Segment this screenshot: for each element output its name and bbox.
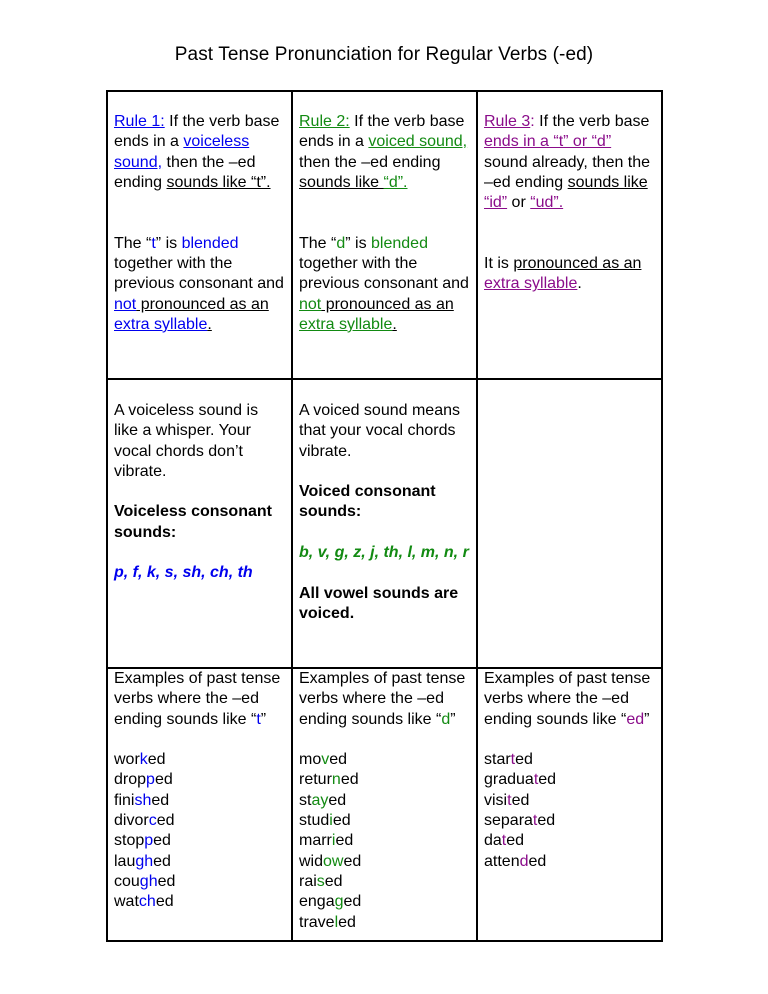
rule-3-text-2: sound already, then the –ed ending [484,153,651,191]
word-part: star [484,751,511,769]
examples-ed-letters: ed [626,710,645,728]
rule-2-blended: blended [371,234,428,252]
word-part: ed [340,771,359,789]
rule-1-para-text-2: ” is [155,234,182,252]
rule-2-label: Rule 2: [299,113,350,130]
rule-1-extra-syllable: extra syllable [114,315,208,333]
highlighted-sound: ay [311,791,329,809]
rule-1-pronounced: pronounced as an [136,295,269,313]
example-word [299,852,470,872]
highlighted-sound: p [146,771,155,789]
rule-2-para-text: The “ [299,234,337,252]
example-word [114,770,285,790]
rule-3-label: Rule 3 [484,113,531,130]
rule-3-colon: : [530,113,535,130]
word-part: atten [484,852,520,870]
rule-2-para-text-2: ” is [345,234,372,252]
word-part: ed [335,832,354,850]
highlighted-sound: s [316,872,325,890]
word-part: mo [299,751,322,769]
examples-d-letter: d [441,710,451,728]
highlighted-sound: i [331,832,336,850]
example-word [484,750,655,770]
word-part: ed [157,872,176,890]
voiceless-info-cell [107,379,292,668]
voiceless-sound-term: voiceless sound, [114,133,250,171]
example-word [114,872,285,892]
examples-ed-cell [477,668,662,941]
rule-3-cell [477,91,662,379]
word-part: fini [114,791,135,809]
example-word [484,791,655,811]
highlighted-sound: t [501,832,507,850]
example-word [114,811,285,831]
example-word [484,831,655,851]
example-word [299,811,470,831]
word-part: ed [324,872,343,890]
rule-1-period: . [207,315,212,333]
highlighted-sound: sh [134,791,152,809]
example-word [299,791,470,811]
word-part: separa [484,812,533,830]
highlighted-sound: k [139,751,148,769]
word-part: wat [114,893,139,911]
rule-2-not: not [299,295,322,313]
rule-3-text: If the verb base [534,113,650,130]
voiced-sounds-list: b, v, g, z, j, th, l, m, n, r [299,544,469,562]
rule-2-extra-syllable: extra syllable [299,315,393,333]
rules-table [106,90,663,942]
word-part: ed [528,852,547,870]
highlighted-sound: d [519,852,529,870]
page-title: Past Tense Pronunciation for Regular Verbs (-ed) [174,44,594,65]
examples-ed-list [484,750,655,872]
example-word [299,770,470,790]
word-part: ed [154,771,173,789]
word-part: st [299,791,312,809]
highlighted-sound: t [507,791,512,809]
word-part: ed [329,751,348,769]
rule-3-ends-in: ends in a “t” or “d” [484,133,612,151]
examples-ed-intro-text: Examples of past tense verbs where the –ed ending sounds like “ [484,670,651,728]
sounds-row [107,379,662,668]
vowel-sounds-note: All vowel sounds are voiced. [299,584,459,622]
voiced-info-cell [292,379,477,668]
voiced-description: A voiced sound means that your vocal chords vibrate. [299,402,460,460]
rule-2-cell [292,91,477,379]
word-part: ed [151,791,170,809]
examples-d-intro-text: Examples of past tense verbs where the –ed ending sounds like “ [299,670,466,728]
highlighted-sound: gh [139,872,158,890]
word-part: visi [484,791,508,809]
word-part: marr [299,832,332,850]
highlighted-sound: p [144,832,154,850]
highlighted-sound: l [334,913,339,931]
rule-1-t-letter: t [151,234,156,252]
voiceless-description: A voiceless sound is like a whisper. Your vocal chords don’t vibrate. [114,402,259,480]
rule-2-d-letter: d [336,234,346,252]
example-word [484,811,655,831]
word-part: ed [338,913,356,931]
rules-row [107,91,662,379]
rule-3-id: “id” [484,194,508,212]
highlighted-sound: t [532,812,538,830]
voiced-sound-term: voiced sound, [368,133,468,151]
rule-1-blended: blended [181,234,239,252]
examples-ed-quote: ” [644,710,650,728]
rule-1-cell [107,91,292,379]
rule-3-or: or [507,194,531,212]
rule-2-d-quote: “d”. [383,173,408,191]
rule-2-para-text-3: together with the previous consonant and [299,255,469,293]
highlighted-sound: gh [135,852,154,870]
rule-1-para-text: The “ [114,234,152,252]
word-part: retur [299,771,332,789]
rule-2-sounds-like: sounds like [299,173,384,191]
example-word [299,831,470,851]
word-part: lau [114,852,136,870]
word-part: divor [114,812,149,830]
word-part: drop [114,771,147,789]
rule-1-text-2: then the –ed ending [114,153,256,191]
rule-3-ud: “ud”. [530,194,564,212]
examples-t-intro [114,669,285,730]
word-part: ed [343,893,362,911]
voiceless-sounds-list: p, f, k, s, sh, ch, th [114,564,253,582]
rule-3-para-text: It is [484,255,514,273]
word-part: wor [114,751,140,769]
highlighted-sound: c [148,812,157,830]
highlighted-sound: t [510,751,516,769]
rule-1-label: Rule 1: [114,113,165,130]
examples-t-cell [107,668,292,941]
highlighted-sound: ow [323,852,344,870]
rule-1-text: If the verb base ends in a [114,113,280,151]
highlighted-sound: i [329,812,333,830]
rule-3-pronounced: pronounced as an [513,255,642,273]
rule-1-sounds-like: sounds like “t”. [166,173,271,191]
word-part: rai [299,872,317,890]
word-part: ed [511,791,530,809]
examples-d-quote: ” [450,710,456,728]
example-word [484,770,655,790]
word-part: ed [156,812,175,830]
rule-2-text-2: then the –ed ending [299,153,441,171]
highlighted-sound: n [331,771,341,789]
word-part: ed [537,812,556,830]
highlighted-sound: t [533,771,539,789]
example-word [299,913,470,933]
examples-t-quote: ” [260,710,267,728]
voiced-heading: Voiced consonant sounds: [299,483,436,521]
word-part: ed [328,791,347,809]
example-word [484,852,655,872]
rule-3-period: . [577,275,582,293]
rule-1-para-text-3: together with the previous consonant and [114,255,284,293]
rule-1-not: not [114,295,137,313]
example-word [114,892,285,912]
example-word [114,852,285,872]
rule-2-pronounced: pronounced as an [321,295,454,313]
word-part: ed [515,751,533,769]
examples-d-intro [299,669,470,730]
word-part: ed [538,771,557,789]
word-part: stud [299,812,330,830]
example-word [114,831,285,851]
examples-ed-intro [484,669,655,730]
highlighted-sound: g [334,893,344,911]
word-part: ed [147,751,166,769]
word-part: ed [506,832,525,850]
rule-3-sounds-like: sounds like [567,173,648,191]
word-part: stop [114,832,145,850]
example-word [114,750,285,770]
examples-row [107,668,662,941]
highlighted-sound: v [321,751,330,769]
rule-3-extra-syllable: extra syllable [484,275,578,293]
empty-cell [477,379,662,668]
word-part: enga [299,893,335,911]
voiceless-heading: Voiceless consonant sounds: [114,503,272,541]
example-word [299,892,470,912]
word-part: ed [332,812,351,830]
word-part: ed [155,893,174,911]
word-part: trave [299,913,335,931]
word-part: ed [153,852,171,870]
rule-2-period: . [392,315,397,333]
examples-t-list [114,750,285,912]
examples-t-letter: t [256,710,261,728]
examples-d-list [299,750,470,933]
word-part: ed [343,852,362,870]
example-word [114,791,285,811]
examples-t-intro-text: Examples of past tense verbs where the –ed ending sounds like “ [114,670,281,728]
word-part: cou [114,872,140,890]
highlighted-sound: ch [138,893,156,911]
rule-2-text: If the verb base ends in a [299,113,465,151]
example-word [299,872,470,892]
word-part: da [484,832,502,850]
word-part: wid [299,852,324,870]
word-part: gradua [484,771,534,789]
examples-d-cell [292,668,477,941]
word-part: ed [153,832,171,850]
example-word [299,750,470,770]
